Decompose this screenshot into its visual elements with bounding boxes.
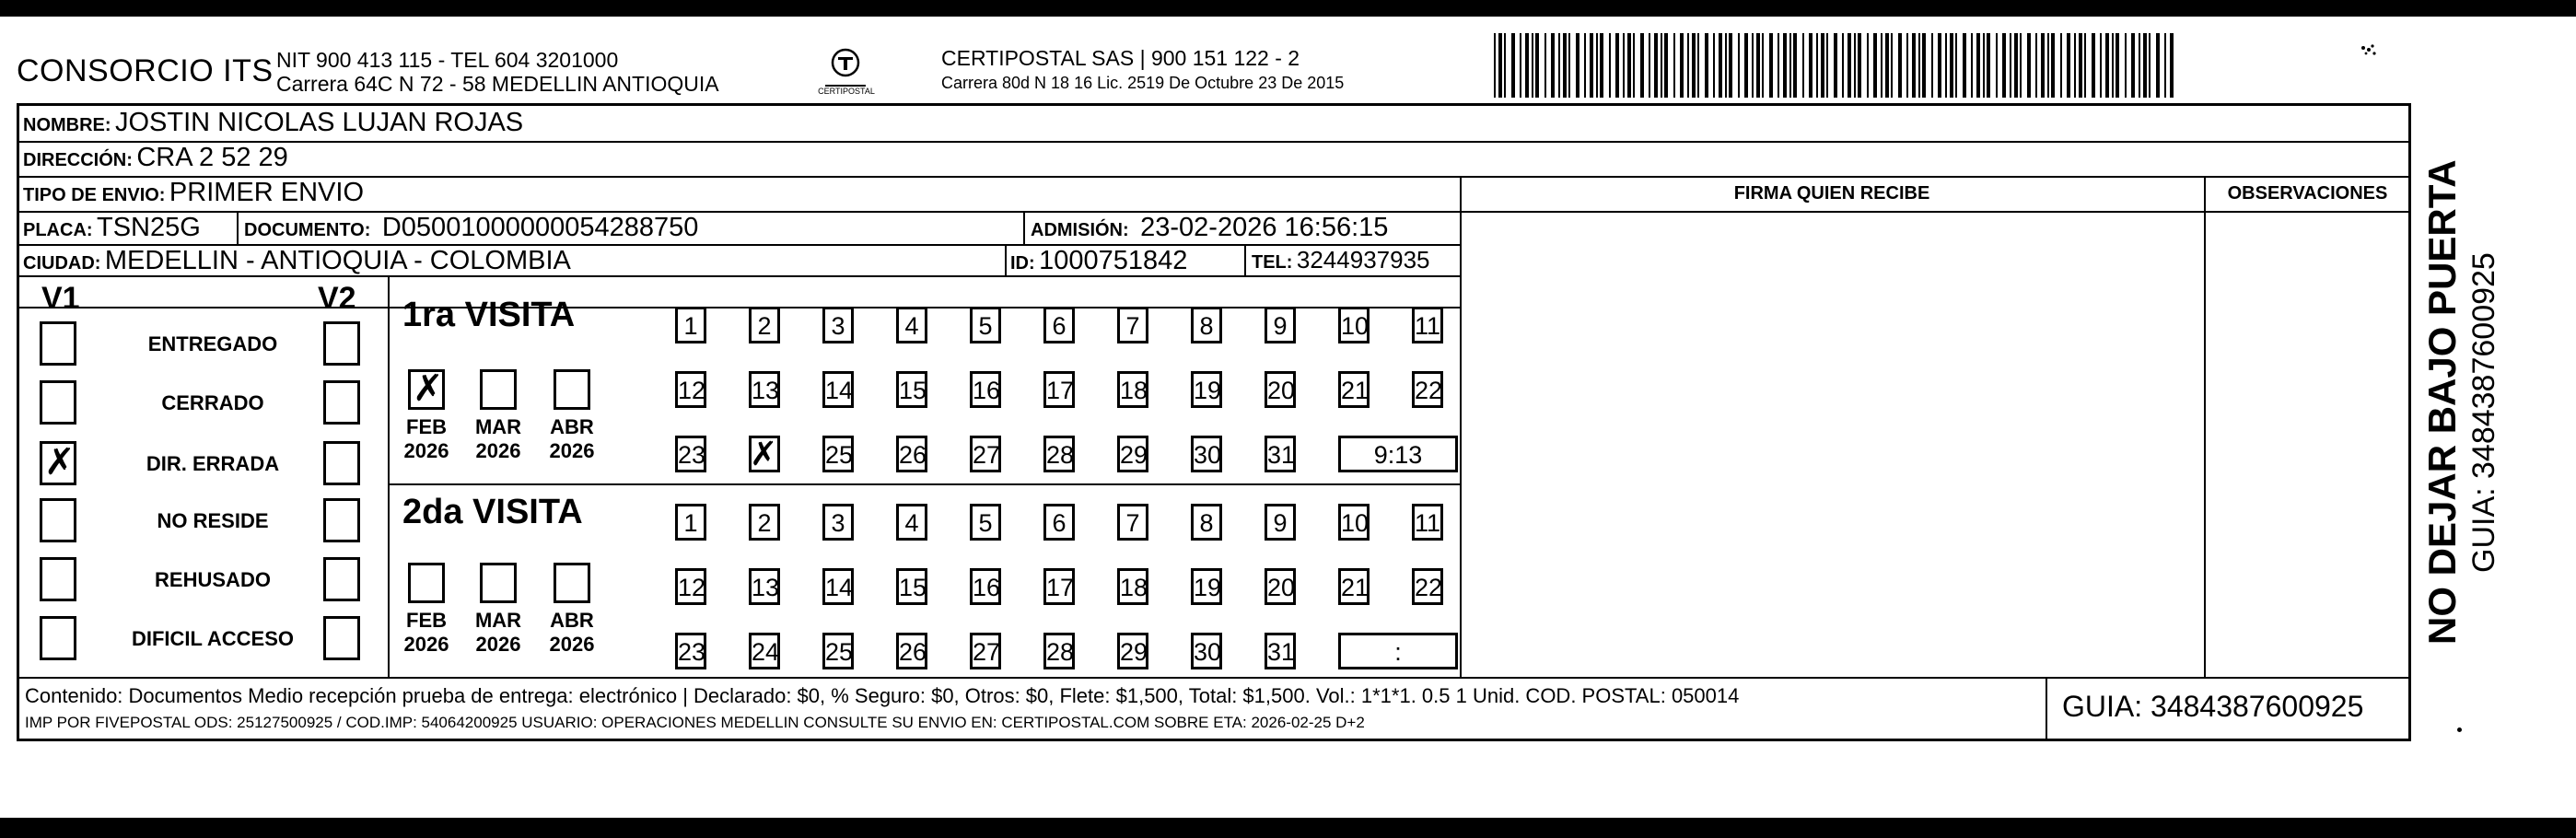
barcode-bar: [1692, 33, 1696, 98]
visit1-day-28[interactable]: 28: [1043, 436, 1075, 472]
visit1-time-box[interactable]: 9:13: [1338, 436, 1458, 472]
v1-checkbox[interactable]: [40, 616, 76, 660]
check-mark-icon: ✗: [44, 441, 76, 483]
visit1-title: 1ra VISITA: [402, 296, 576, 334]
status-label: DIFICIL ACCESO: [131, 627, 294, 650]
barcode-bar: [2112, 33, 2114, 98]
barcode-bar: [1955, 33, 1957, 98]
visit2-day-7[interactable]: 7: [1117, 504, 1148, 541]
barcode-bar: [1867, 33, 1869, 98]
barcode-bar: [1834, 33, 1837, 98]
barcode-bar: [1976, 33, 1980, 98]
visit2-day-21[interactable]: 21: [1338, 568, 1370, 605]
barcode-bar: [2131, 33, 2135, 98]
visit1-day-21[interactable]: 21: [1338, 371, 1370, 408]
visit2-month-box[interactable]: [480, 563, 517, 603]
v2-header: V2: [318, 281, 356, 316]
visit2-day-25[interactable]: 25: [822, 633, 854, 669]
visit2-day-2[interactable]: 2: [749, 504, 780, 541]
visit1-month-box[interactable]: [480, 369, 517, 410]
barcode-bar: [2170, 33, 2174, 98]
v2-checkbox[interactable]: [323, 557, 360, 601]
visit1-month-label: MAR: [474, 415, 522, 438]
barcode-bar: [1600, 33, 1603, 98]
barcode-bar: [1858, 33, 1861, 98]
visit1-month-box[interactable]: [554, 369, 590, 410]
barcode-bar: [2041, 33, 2045, 98]
barcode-bar: [1563, 33, 1567, 98]
visit2-month-label: MAR: [474, 609, 522, 632]
visit2-day-23[interactable]: 23: [675, 633, 706, 669]
visit2-month-year: 2026: [403, 633, 449, 656]
barcode-bar: [1511, 33, 1515, 98]
barcode-bar: [1821, 33, 1824, 98]
barcode-bar: [2092, 33, 2095, 98]
barcode-bar: [1891, 33, 1893, 98]
visit1-day-2[interactable]: 2: [749, 307, 780, 343]
barcode-bar: [1584, 33, 1586, 98]
v2-checkbox[interactable]: [323, 441, 360, 485]
barcode-bar: [1687, 33, 1689, 98]
barcode-bar: [1847, 33, 1851, 98]
visit1-day-24[interactable]: [749, 436, 780, 472]
tipo-envio-value: PRIMER ENVIO: [169, 178, 365, 207]
barcode-bar: [1664, 33, 1668, 98]
barcode-bar: [2116, 33, 2119, 98]
barcode-bar: [1590, 33, 1593, 98]
side-guia: GUIA: 3484387600925: [2466, 252, 2501, 573]
visit1-day-15[interactable]: 15: [896, 371, 927, 408]
barcode-bar: [1649, 33, 1650, 98]
visit2-day-27[interactable]: 27: [970, 633, 1001, 669]
status-label: NO RESIDE: [157, 509, 269, 532]
firma-header: FIRMA QUIEN RECIBE: [1733, 183, 1930, 204]
visit2-day-9[interactable]: 9: [1265, 504, 1296, 541]
barcode-bar: [1793, 33, 1797, 98]
barcode-bar: [2079, 33, 2082, 98]
visit1-month-year: 2026: [475, 439, 521, 462]
barcode-bar: [1816, 33, 1818, 98]
visit1-day-1[interactable]: 1: [675, 307, 706, 343]
barcode-bar: [1576, 33, 1579, 98]
visit2-day-3[interactable]: 3: [822, 504, 854, 541]
visit1-day-20[interactable]: 20: [1265, 371, 1296, 408]
visit2-day-4[interactable]: 4: [896, 504, 927, 541]
v1-checkbox[interactable]: [40, 441, 76, 485]
visit1-month-year: 2026: [403, 439, 449, 462]
status-label: ENTREGADO: [147, 332, 278, 355]
barcode-bar: [1950, 33, 1953, 98]
status-label: DIR. ERRADA: [146, 452, 280, 475]
barcode-bar: [1744, 33, 1748, 98]
visit2-month-year: 2026: [475, 633, 521, 656]
documento-value: D05001000000054288750: [381, 213, 699, 242]
barcode-bar: [1738, 33, 1740, 98]
barcode-bar: [1680, 33, 1684, 98]
visit2-day-17[interactable]: 17: [1043, 568, 1075, 605]
barcode-bar: [2143, 33, 2147, 98]
barcode-bar: [1494, 33, 1496, 98]
admision-field: ADMISIÓN: 23-02-2026 16:56:15: [1031, 213, 1389, 242]
visit1-day-7[interactable]: 7: [1117, 307, 1148, 343]
visit2-day-10[interactable]: 10: [1338, 504, 1370, 541]
documento-field: DOCUMENTO: D05001000000054288750: [244, 213, 699, 242]
barcode-bar: [2060, 33, 2062, 98]
v1-checkbox[interactable]: [40, 321, 76, 366]
barcode-bar: [1520, 33, 1521, 98]
barcode-bar: [2149, 33, 2151, 98]
barcode-bar: [2139, 33, 2140, 98]
observaciones-header: OBSERVACIONES: [2227, 183, 2388, 204]
barcode-bar: [2020, 33, 2022, 98]
visit1-day-30[interactable]: 30: [1191, 436, 1222, 472]
barcode-bar: [1673, 33, 1675, 98]
barcode-bar: [1809, 33, 1813, 98]
visit1-day-8[interactable]: 8: [1191, 307, 1222, 343]
delivery-form: [17, 103, 2411, 741]
scan-speck: [2358, 41, 2380, 63]
barcode-bar: [1789, 33, 1791, 98]
visit1-month-year: 2026: [549, 439, 595, 462]
visit1-month-label: ABR: [550, 415, 594, 438]
visit2-day-22[interactable]: 22: [1412, 568, 1443, 605]
barcode-bar: [1498, 33, 1502, 98]
visit1-day-11[interactable]: 11: [1412, 307, 1443, 343]
visit2-day-1[interactable]: 1: [675, 504, 706, 541]
barcode-bar: [1873, 33, 1877, 98]
barcode-bar: [1725, 33, 1727, 98]
barcode-bar: [1971, 33, 1973, 98]
placa-field: PLACA: TSN25G: [23, 213, 201, 242]
barcode-bar: [2100, 33, 2102, 98]
visit2-month-box[interactable]: [554, 563, 590, 603]
visit2-day-6[interactable]: 6: [1043, 504, 1075, 541]
visit1-day-10[interactable]: 10: [1338, 307, 1370, 343]
barcode-bar: [1661, 33, 1662, 98]
visit2-day-24[interactable]: 24: [749, 633, 780, 669]
barcode-bar: [1752, 33, 1754, 98]
visit2-month-label: ABR: [550, 609, 594, 632]
v1-header: V1: [41, 281, 80, 316]
barcode-bar: [1918, 33, 1920, 98]
v1-checkbox[interactable]: [40, 380, 76, 425]
barcode-bar: [2027, 33, 2031, 98]
barcode-bar: [1609, 33, 1611, 98]
barcode: [1494, 33, 2183, 98]
ciudad-value: MEDELLIN - ANTIOQUIA - COLOMBIA: [104, 246, 571, 275]
id-field: ID: 1000751842: [1010, 246, 1188, 275]
barcode-bar: [1504, 33, 1506, 98]
barcode-bar: [2010, 33, 2011, 98]
status-label: CERRADO: [161, 391, 264, 414]
barcode-bar: [2105, 33, 2109, 98]
tel-field: TEL: 3244937935: [1252, 246, 1430, 274]
barcode-bar: [2014, 33, 2018, 98]
barcode-bar: [1756, 33, 1760, 98]
barcode-bar: [1938, 33, 1941, 98]
visit2-day-14[interactable]: 14: [822, 568, 854, 605]
barcode-bar: [1705, 33, 1708, 98]
barcode-bar: [1881, 33, 1882, 98]
visit1-day-19[interactable]: 19: [1191, 371, 1222, 408]
visit2-day-19[interactable]: 19: [1191, 568, 1222, 605]
visit1-day-12[interactable]: 12: [675, 371, 706, 408]
visit2-day-5[interactable]: 5: [970, 504, 1001, 541]
barcode-bar: [1912, 33, 1916, 98]
visit1-day-22[interactable]: 22: [1412, 371, 1443, 408]
barcode-bar: [1983, 33, 1985, 98]
barcode-bar: [1627, 33, 1631, 98]
barcode-bar: [1931, 33, 1933, 98]
tel-value: 3244937935: [1296, 246, 1430, 274]
visit1-day-31[interactable]: 31: [1265, 436, 1296, 472]
footer-contenido: Contenido: Documentos Medio recepción prueba de entrega: electrónico | Declarado: $0, % Seguro: $0, Otros: $0, Flete: $1,500, Total: $1,500. Vol.: 1*1*1. 0.5 1 Unid. COD. POSTAL: 050014: [25, 684, 1740, 707]
visit2-month-year: 2026: [549, 633, 595, 656]
visit2-day-28[interactable]: 28: [1043, 633, 1075, 669]
visit1-day-26[interactable]: 26: [896, 436, 927, 472]
barcode-bar: [2164, 33, 2166, 98]
logo-caption: CERTIPOSTAL: [818, 87, 875, 96]
barcode-bar: [1854, 33, 1856, 98]
barcode-bar: [1558, 33, 1560, 98]
barcode-bar: [1922, 33, 1926, 98]
visit1-day-25[interactable]: 25: [822, 436, 854, 472]
visit1-month-box[interactable]: [408, 369, 445, 410]
barcode-bar: [1762, 33, 1764, 98]
visit2-day-31[interactable]: 31: [1265, 633, 1296, 669]
visit2-day-11[interactable]: 11: [1412, 504, 1443, 541]
barcode-bar: [2084, 33, 2086, 98]
visit1-day-13[interactable]: 13: [749, 371, 780, 408]
company-name: CONSORCIO ITS: [17, 53, 274, 88]
v1-checkbox[interactable]: [40, 498, 76, 542]
barcode-bar: [1729, 33, 1732, 98]
license-line: Carrera 80d N 18 16 Lic. 2519 De Octubre 23 De 2015: [941, 74, 1345, 92]
barcode-bar: [1996, 33, 1998, 98]
barcode-bar: [2051, 33, 2055, 98]
barcode-bar: [1596, 33, 1598, 98]
scan-dot: [2457, 727, 2462, 732]
barcode-bar: [1713, 33, 1715, 98]
barcode-bar: [1640, 33, 1644, 98]
ciudad-field: CIUDAD: MEDELLIN - ANTIOQUIA - COLOMBIA: [23, 246, 571, 275]
barcode-bar: [1535, 33, 1539, 98]
visit2-day-18[interactable]: 18: [1117, 568, 1148, 605]
barcode-bar: [1842, 33, 1844, 98]
side-warning: NO DEJAR BAJO PUERTA: [2420, 159, 2464, 645]
barcode-bar: [1783, 33, 1787, 98]
nit-line: NIT 900 413 115 - TEL 604 3201000: [276, 48, 619, 72]
v2-checkbox[interactable]: [323, 380, 360, 425]
barcode-bar: [2125, 33, 2127, 98]
footer-guia: GUIA: 3484387600925: [2062, 690, 2364, 723]
status-label: REHUSADO: [155, 568, 271, 591]
barcode-bar: [2035, 33, 2037, 98]
top-black-band: [0, 0, 2576, 17]
barcode-bar: [1987, 33, 1990, 98]
visit1-day-18[interactable]: 18: [1117, 371, 1148, 408]
visit1-day-6[interactable]: 6: [1043, 307, 1075, 343]
barcode-bar: [1633, 33, 1635, 98]
company-address: Carrera 64C N 72 - 58 MEDELLIN ANTIOQUIA: [276, 72, 719, 96]
footer-imp: IMP POR FIVEPOSTAL ODS: 25127500925 / COD.IMP: 54064200925 USUARIO: OPERACIONES MEDELLIN CONSULTE SU ENVIO EN: CERTIPOSTAL.COM SOBRE ETA: 2026-02-25 D+2: [25, 714, 1365, 731]
nombre-field: NOMBRE: JOSTIN NICOLAS LUJAN ROJAS: [23, 108, 524, 137]
visit2-day-20[interactable]: 20: [1265, 568, 1296, 605]
visit2-day-30[interactable]: 30: [1191, 633, 1222, 669]
barcode-bar: [1769, 33, 1773, 98]
barcode-bar: [1654, 33, 1658, 98]
visit2-day-26[interactable]: 26: [896, 633, 927, 669]
visit2-day-12[interactable]: 12: [675, 568, 706, 605]
nombre-value: JOSTIN NICOLAS LUJAN ROJAS: [115, 108, 524, 137]
id-value: 1000751842: [1039, 246, 1188, 275]
visit1-day-29[interactable]: 29: [1117, 436, 1148, 472]
visit2-month-box[interactable]: [408, 563, 445, 603]
visit2-day-29[interactable]: 29: [1117, 633, 1148, 669]
admision-value: 23-02-2026 16:56:15: [1140, 213, 1389, 242]
barcode-bar: [2047, 33, 2049, 98]
barcode-bar: [2067, 33, 2070, 98]
v2-checkbox[interactable]: [323, 616, 360, 660]
barcode-bar: [1778, 33, 1779, 98]
placa-value: TSN25G: [97, 213, 201, 242]
barcode-bar: [2074, 33, 2076, 98]
barcode-bar: [1568, 33, 1570, 98]
visit1-day-23[interactable]: 23: [675, 436, 706, 472]
barcode-bar: [2156, 33, 2160, 98]
bottom-black-band: [0, 818, 2576, 838]
barcode-bar: [2002, 33, 2006, 98]
visit1-month-label: FEB: [406, 415, 447, 438]
v2-checkbox[interactable]: [323, 321, 360, 366]
direccion-value: CRA 2 52 29: [136, 143, 288, 172]
v2-checkbox[interactable]: [323, 498, 360, 542]
visit1-day-9[interactable]: 9: [1265, 307, 1296, 343]
certipostal-line: CERTIPOSTAL SAS | 900 151 122 - 2: [941, 46, 1300, 70]
barcode-bar: [1963, 33, 1966, 98]
barcode-bar: [1544, 33, 1546, 98]
visit1-day-16[interactable]: 16: [970, 371, 1001, 408]
visit1-day-4[interactable]: 4: [896, 307, 927, 343]
barcode-bar: [1945, 33, 1947, 98]
barcode-bar: [1802, 33, 1804, 98]
barcode-bar: [1898, 33, 1902, 98]
barcode-bar: [1525, 33, 1529, 98]
tipo-envio-field: TIPO DE ENVIO: PRIMER ENVIO: [23, 178, 365, 207]
barcode-bar: [1697, 33, 1699, 98]
visit2-day-13[interactable]: 13: [749, 568, 780, 605]
check-mark-icon: ✗: [750, 436, 778, 473]
visit2-day-16[interactable]: 16: [970, 568, 1001, 605]
visit2-title: 2da VISITA: [402, 493, 583, 531]
barcode-bar: [1719, 33, 1722, 98]
v1-checkbox[interactable]: [40, 557, 76, 601]
barcode-bar: [1906, 33, 1908, 98]
visit1-day-3[interactable]: 3: [822, 307, 854, 343]
direccion-field: DIRECCIÓN: CRA 2 52 29: [23, 143, 288, 172]
barcode-bar: [1551, 33, 1555, 98]
visit1-day-17[interactable]: 17: [1043, 371, 1075, 408]
visit1-day-27[interactable]: 27: [970, 436, 1001, 472]
visit2-day-8[interactable]: 8: [1191, 504, 1222, 541]
check-mark-icon: ✗: [413, 367, 444, 410]
visit2-month-label: FEB: [406, 609, 447, 632]
visit1-day-14[interactable]: 14: [822, 371, 854, 408]
barcode-bar: [1532, 33, 1533, 98]
barcode-bar: [1826, 33, 1828, 98]
barcode-bar: [1615, 33, 1619, 98]
barcode-bar: [1885, 33, 1889, 98]
barcode-bar: [1623, 33, 1625, 98]
visit1-day-5[interactable]: 5: [970, 307, 1001, 343]
visit2-day-15[interactable]: 15: [896, 568, 927, 605]
visit2-time-box[interactable]: :: [1338, 633, 1458, 669]
